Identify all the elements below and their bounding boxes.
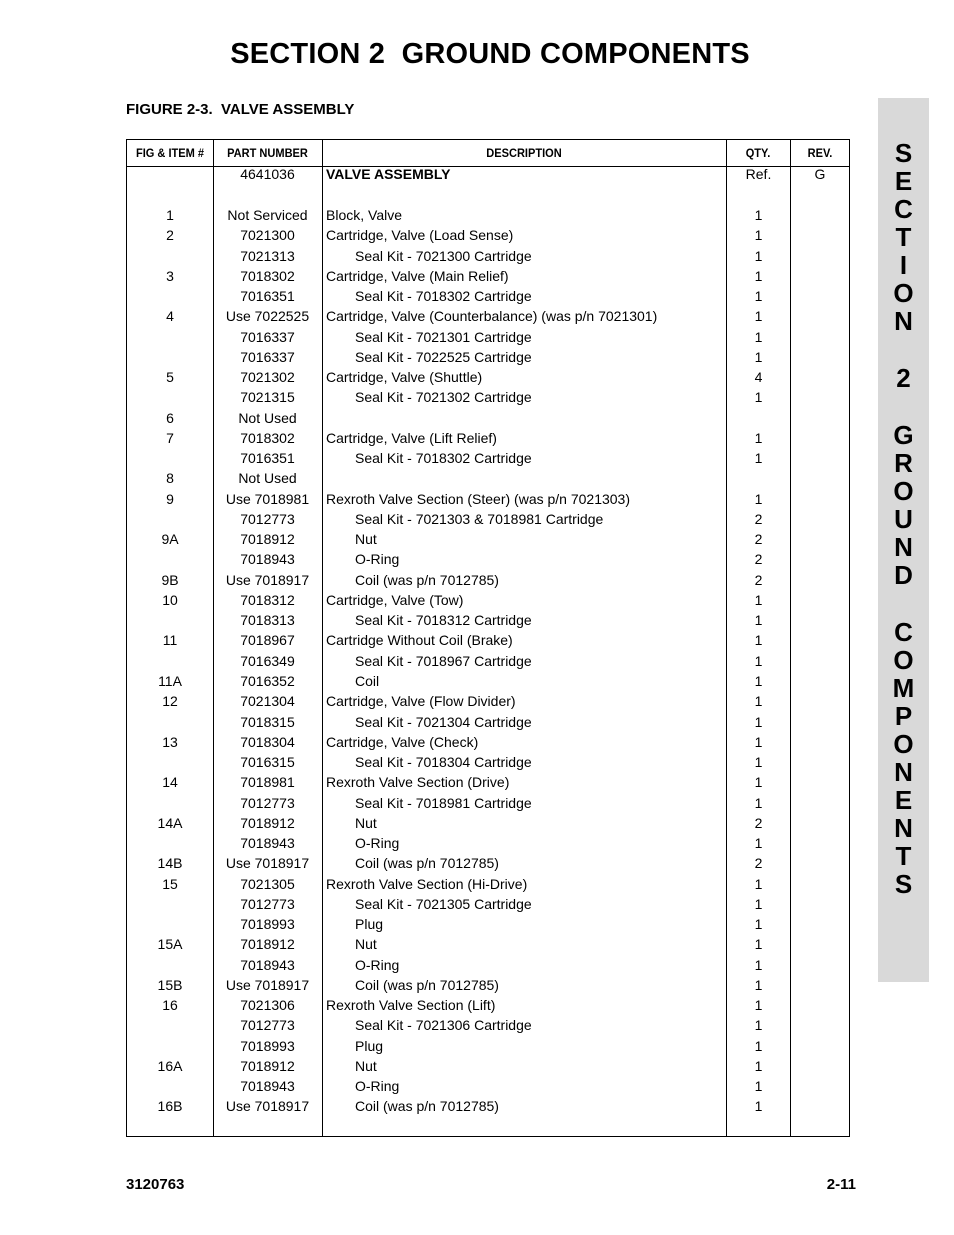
table-row xyxy=(127,853,849,873)
section-title: SECTION 2 GROUND COMPONENTS xyxy=(230,38,750,70)
qty-cell: 1 xyxy=(754,976,763,993)
table-row xyxy=(127,448,849,468)
header-rev: REV. xyxy=(807,146,833,160)
qty-cell: Ref. xyxy=(745,166,772,182)
qty-cell: 1 xyxy=(754,429,763,446)
part-number-cell: 7012773 xyxy=(240,794,295,811)
side-tab-letter: N xyxy=(894,757,913,787)
part-number-cell: Use 7018981 xyxy=(225,490,310,507)
description-cell: Nut xyxy=(355,1057,377,1074)
fig-item-cell: 9B xyxy=(161,571,179,588)
parts-table xyxy=(126,139,850,1137)
side-tab-letter: R xyxy=(894,448,913,478)
qty-cell: 1 xyxy=(754,1037,763,1054)
part-number-cell: 7018943 xyxy=(240,956,295,973)
side-tab-letter: C xyxy=(894,617,913,647)
description-cell: Rexroth Valve Section (Lift) xyxy=(326,997,496,1014)
qty-cell: 1 xyxy=(754,997,763,1014)
qty-cell: 1 xyxy=(754,956,763,973)
side-tab-letter: P xyxy=(894,701,913,731)
table-row xyxy=(127,306,849,326)
table-row xyxy=(127,1036,849,1056)
part-number-cell: 7021306 xyxy=(240,997,295,1014)
fig-item-cell: 6 xyxy=(166,409,174,426)
table-row xyxy=(127,651,849,671)
description-cell: Nut xyxy=(355,814,377,831)
side-tab-letter: O xyxy=(893,278,914,308)
side-tab-letter: G xyxy=(893,420,914,450)
rev-cell: G xyxy=(814,166,826,182)
part-number-cell: 7018302 xyxy=(240,429,295,446)
description-cell: Coil (was p/n 7012785) xyxy=(355,855,499,872)
part-number-cell: Use 7018917 xyxy=(225,571,310,588)
qty-cell: 1 xyxy=(754,774,763,791)
table-row xyxy=(127,793,849,813)
fig-item-cell: 9A xyxy=(161,531,179,548)
table-row xyxy=(127,934,849,954)
description-cell: Seal Kit - 7021302 Cartridge xyxy=(355,389,532,406)
side-tab-letter: U xyxy=(894,504,913,534)
part-number-cell: 7012773 xyxy=(240,1017,295,1034)
side-tab-letter: 2 xyxy=(896,363,911,393)
side-tab-letter: I xyxy=(899,250,908,280)
part-number-cell: 7016351 xyxy=(240,288,295,305)
qty-cell: 2 xyxy=(754,551,763,568)
table-row xyxy=(127,327,849,347)
fig-item-cell: 8 xyxy=(166,470,174,487)
table-row xyxy=(127,266,849,286)
table-row xyxy=(127,691,849,711)
part-number-cell: 7016337 xyxy=(240,348,295,365)
qty-cell: 1 xyxy=(754,754,763,771)
fig-item-cell: 16A xyxy=(157,1057,183,1074)
part-number-cell: 7018302 xyxy=(240,267,295,284)
qty-cell: 2 xyxy=(754,531,763,548)
table-row xyxy=(127,732,849,752)
table-row xyxy=(127,246,849,266)
qty-cell: 1 xyxy=(754,794,763,811)
part-number-cell: 7018981 xyxy=(240,774,295,791)
part-number-cell: 7018967 xyxy=(240,632,295,649)
description-cell: Nut xyxy=(355,531,377,548)
side-tab-letter: N xyxy=(894,306,913,336)
fig-item-cell: 14A xyxy=(157,814,183,831)
page-number: 2-11 xyxy=(826,1176,856,1193)
table-row xyxy=(127,752,849,772)
part-number-cell: 7016315 xyxy=(240,754,295,771)
description-cell: O-Ring xyxy=(355,1078,400,1095)
description-cell: Seal Kit - 7021306 Cartridge xyxy=(355,1017,532,1034)
description-cell: O-Ring xyxy=(355,835,400,852)
table-row xyxy=(127,367,849,387)
part-number-cell: 7021313 xyxy=(240,247,295,264)
description-cell: Cartridge, Valve (Counterbalance) (was p/n 7021301) xyxy=(326,308,658,325)
side-tab-letter: S xyxy=(894,869,913,899)
table-row xyxy=(127,205,849,225)
side-tab-letter: N xyxy=(894,532,913,562)
qty-cell: 1 xyxy=(754,672,763,689)
qty-cell: 1 xyxy=(754,591,763,608)
fig-item-cell: 15 xyxy=(162,875,178,892)
header-description: DESCRIPTION xyxy=(486,146,562,160)
qty-cell: 1 xyxy=(754,1057,763,1074)
part-number-cell: 7018943 xyxy=(240,835,295,852)
fig-item-cell: 12 xyxy=(162,693,178,710)
fig-item-cell: 10 xyxy=(162,591,178,608)
qty-cell: 1 xyxy=(754,612,763,629)
description-cell: Seal Kit - 7022525 Cartridge xyxy=(355,348,532,365)
description-cell: Cartridge, Valve (Load Sense) xyxy=(326,227,514,244)
fig-item-cell: 4 xyxy=(166,308,174,325)
table-row xyxy=(127,509,849,529)
table-row xyxy=(127,428,849,448)
table-row xyxy=(127,347,849,367)
fig-item-cell: 9 xyxy=(166,490,174,507)
side-tab-letter: O xyxy=(893,645,914,675)
qty-cell: 1 xyxy=(754,328,763,345)
qty-cell: 1 xyxy=(754,207,763,223)
description-cell: VALVE ASSEMBLY xyxy=(326,166,451,182)
table-row xyxy=(127,995,849,1015)
table-row xyxy=(127,914,849,934)
table-row xyxy=(127,529,849,549)
side-tab-letter: E xyxy=(894,166,913,196)
qty-cell: 1 xyxy=(754,713,763,730)
part-number-cell: 4641036 xyxy=(240,166,295,182)
part-number-cell: 7021302 xyxy=(240,369,295,386)
description-cell: Coil (was p/n 7012785) xyxy=(355,1098,499,1115)
qty-cell: 2 xyxy=(754,510,763,527)
fig-item-cell: 16 xyxy=(162,997,178,1014)
description-cell: Seal Kit - 7018312 Cartridge xyxy=(355,612,532,629)
table-row xyxy=(127,975,849,995)
description-cell: Seal Kit - 7021303 & 7018981 Cartridge xyxy=(355,510,604,527)
fig-item-cell: 1 xyxy=(166,207,174,223)
part-number-cell: 7018912 xyxy=(240,814,295,831)
fig-item-cell: 14 xyxy=(162,774,178,791)
description-cell: Plug xyxy=(355,916,384,933)
table-row xyxy=(127,772,849,792)
qty-cell: 1 xyxy=(754,450,763,467)
table-row xyxy=(127,874,849,894)
qty-cell: 1 xyxy=(754,308,763,325)
description-cell: Coil xyxy=(355,672,380,689)
fig-item-cell: 15A xyxy=(157,936,183,953)
qty-cell: 1 xyxy=(754,1098,763,1115)
document-number: 3120763 xyxy=(126,1176,185,1193)
part-number-cell: Use 7018917 xyxy=(225,976,310,993)
part-number-cell: 7018912 xyxy=(240,936,295,953)
qty-cell: 1 xyxy=(754,267,763,284)
fig-item-cell: 7 xyxy=(166,429,174,446)
fig-item-cell: 5 xyxy=(166,369,174,386)
qty-cell: 1 xyxy=(754,1078,763,1095)
description-cell: Seal Kit - 7018304 Cartridge xyxy=(355,754,532,771)
qty-cell: 1 xyxy=(754,348,763,365)
part-number-cell: 7018993 xyxy=(240,916,295,933)
figure-title: FIGURE 2-3. VALVE ASSEMBLY xyxy=(126,101,355,118)
part-number-cell: 7016352 xyxy=(240,672,295,689)
header-fig-item: FIG & ITEM # xyxy=(135,146,205,160)
side-tab-letter: T xyxy=(895,222,912,252)
qty-cell: 1 xyxy=(754,1017,763,1034)
description-cell: Cartridge, Valve (Lift Relief) xyxy=(326,429,497,446)
table-row xyxy=(127,1096,849,1116)
description-cell: Plug xyxy=(355,1037,384,1054)
description-cell: Cartridge, Valve (Flow Divider) xyxy=(326,693,516,710)
table-row xyxy=(127,833,849,853)
side-tab-letter: T xyxy=(895,841,912,871)
qty-cell: 2 xyxy=(754,571,763,588)
table-row xyxy=(127,408,849,428)
qty-cell: 1 xyxy=(754,632,763,649)
qty-cell: 1 xyxy=(754,288,763,305)
description-cell: Cartridge, Valve (Shuttle) xyxy=(326,369,483,386)
part-number-cell: Use 7018917 xyxy=(225,1098,310,1115)
qty-cell: 1 xyxy=(754,895,763,912)
side-tab-letter: O xyxy=(893,729,914,759)
side-tab-letter: E xyxy=(894,785,913,815)
part-number-cell: 7012773 xyxy=(240,895,295,912)
description-cell: O-Ring xyxy=(355,551,400,568)
description-cell: Cartridge Without Coil (Brake) xyxy=(326,632,513,649)
part-number-cell: 7021305 xyxy=(240,875,295,892)
description-cell: Nut xyxy=(355,936,377,953)
qty-cell: 4 xyxy=(754,369,763,386)
table-row xyxy=(127,286,849,306)
table-row xyxy=(127,1076,849,1096)
description-cell: Seal Kit - 7018981 Cartridge xyxy=(355,794,532,811)
table-row xyxy=(127,489,849,509)
table-row xyxy=(127,813,849,833)
fig-item-cell: 11A xyxy=(158,672,182,689)
part-number-cell: 7016337 xyxy=(240,328,295,345)
side-tab-letter: D xyxy=(894,560,913,590)
part-number-cell: 7018912 xyxy=(240,1057,295,1074)
table-row xyxy=(127,225,849,245)
part-number-cell: 7018315 xyxy=(240,713,295,730)
part-number-cell: 7021315 xyxy=(240,389,295,406)
description-cell: Coil (was p/n 7012785) xyxy=(355,571,499,588)
fig-item-cell: 14B xyxy=(157,855,183,872)
part-number-cell: 7021304 xyxy=(240,693,295,710)
description-cell: Seal Kit - 7018302 Cartridge xyxy=(355,288,532,305)
description-cell: O-Ring xyxy=(355,956,400,973)
qty-cell: 1 xyxy=(754,875,763,892)
table-row xyxy=(127,671,849,691)
qty-cell: 2 xyxy=(754,814,763,831)
part-number-cell: Not Used xyxy=(238,470,297,487)
description-cell: Block, Valve xyxy=(326,207,402,223)
part-number-cell: 7018943 xyxy=(240,1078,295,1095)
table-row xyxy=(127,549,849,569)
description-cell: Seal Kit - 7018967 Cartridge xyxy=(355,652,532,669)
description-cell: Rexroth Valve Section (Drive) xyxy=(326,774,510,791)
part-number-cell: 7018993 xyxy=(240,1037,295,1054)
table-row xyxy=(127,1015,849,1035)
side-tab-letter: M xyxy=(892,673,915,703)
qty-cell: 1 xyxy=(754,733,763,750)
part-number-cell: 7021300 xyxy=(240,227,295,244)
part-number-cell: 7018304 xyxy=(240,733,295,750)
part-number-cell: 7016349 xyxy=(240,652,295,669)
table-row xyxy=(127,468,849,488)
table-row xyxy=(127,712,849,732)
qty-cell: 2 xyxy=(754,855,763,872)
qty-cell: 1 xyxy=(754,227,763,244)
qty-cell: 1 xyxy=(754,936,763,953)
description-cell: Cartridge, Valve (Tow) xyxy=(326,591,464,608)
description-cell: Seal Kit - 7021301 Cartridge xyxy=(355,328,532,345)
description-cell: Seal Kit - 7018302 Cartridge xyxy=(355,450,532,467)
part-number-cell: 7018943 xyxy=(240,551,295,568)
part-number-cell: Not Used xyxy=(238,409,297,426)
description-cell: Seal Kit - 7021305 Cartridge xyxy=(355,895,532,912)
description-cell: Cartridge, Valve (Main Relief) xyxy=(326,267,509,284)
table-row xyxy=(127,955,849,975)
qty-cell: 1 xyxy=(754,916,763,933)
table-row xyxy=(127,164,849,184)
table-row xyxy=(127,630,849,650)
description-cell: Coil (was p/n 7012785) xyxy=(355,976,499,993)
fig-item-cell: 13 xyxy=(162,733,178,750)
part-number-cell: Use 7022525 xyxy=(225,308,310,325)
part-number-cell: 7018313 xyxy=(240,612,295,629)
description-cell: Seal Kit - 7021304 Cartridge xyxy=(355,713,532,730)
qty-cell: 1 xyxy=(754,652,763,669)
fig-item-cell: 2 xyxy=(166,227,174,244)
table-row xyxy=(127,894,849,914)
description-cell: Rexroth Valve Section (Hi-Drive) xyxy=(326,875,528,892)
table-row xyxy=(127,1056,849,1076)
table-row xyxy=(127,590,849,610)
header-qty: QTY. xyxy=(745,146,771,160)
part-number-cell: Not Serviced xyxy=(227,207,308,223)
part-number-cell: 7012773 xyxy=(240,510,295,527)
part-number-cell: 7018912 xyxy=(240,531,295,548)
table-row xyxy=(127,570,849,590)
part-number-cell: 7018312 xyxy=(240,591,295,608)
side-tab-letter: O xyxy=(893,476,914,506)
fig-item-cell: 11 xyxy=(162,632,178,649)
section-side-tab xyxy=(878,98,929,982)
qty-cell: 1 xyxy=(754,693,763,710)
table-row xyxy=(127,610,849,630)
side-tab-letter: N xyxy=(894,813,913,843)
qty-cell: 1 xyxy=(754,247,763,264)
part-number-cell: Use 7018917 xyxy=(225,855,310,872)
side-tab-letter: C xyxy=(894,194,913,224)
description-cell: Seal Kit - 7021300 Cartridge xyxy=(355,247,532,264)
qty-cell: 1 xyxy=(754,835,763,852)
description-cell: Rexroth Valve Section (Steer) (was p/n 7021303) xyxy=(326,490,631,507)
fig-item-cell: 3 xyxy=(166,267,174,284)
fig-item-cell: 15B xyxy=(157,976,183,993)
qty-cell: 1 xyxy=(754,389,763,406)
description-cell: Cartridge, Valve (Check) xyxy=(326,733,479,750)
fig-item-cell: 16B xyxy=(157,1098,183,1115)
header-part-number: PART NUMBER xyxy=(227,146,308,160)
part-number-cell: 7016351 xyxy=(240,450,295,467)
qty-cell: 1 xyxy=(754,490,763,507)
side-tab-letter: S xyxy=(894,138,913,168)
table-row xyxy=(127,387,849,407)
